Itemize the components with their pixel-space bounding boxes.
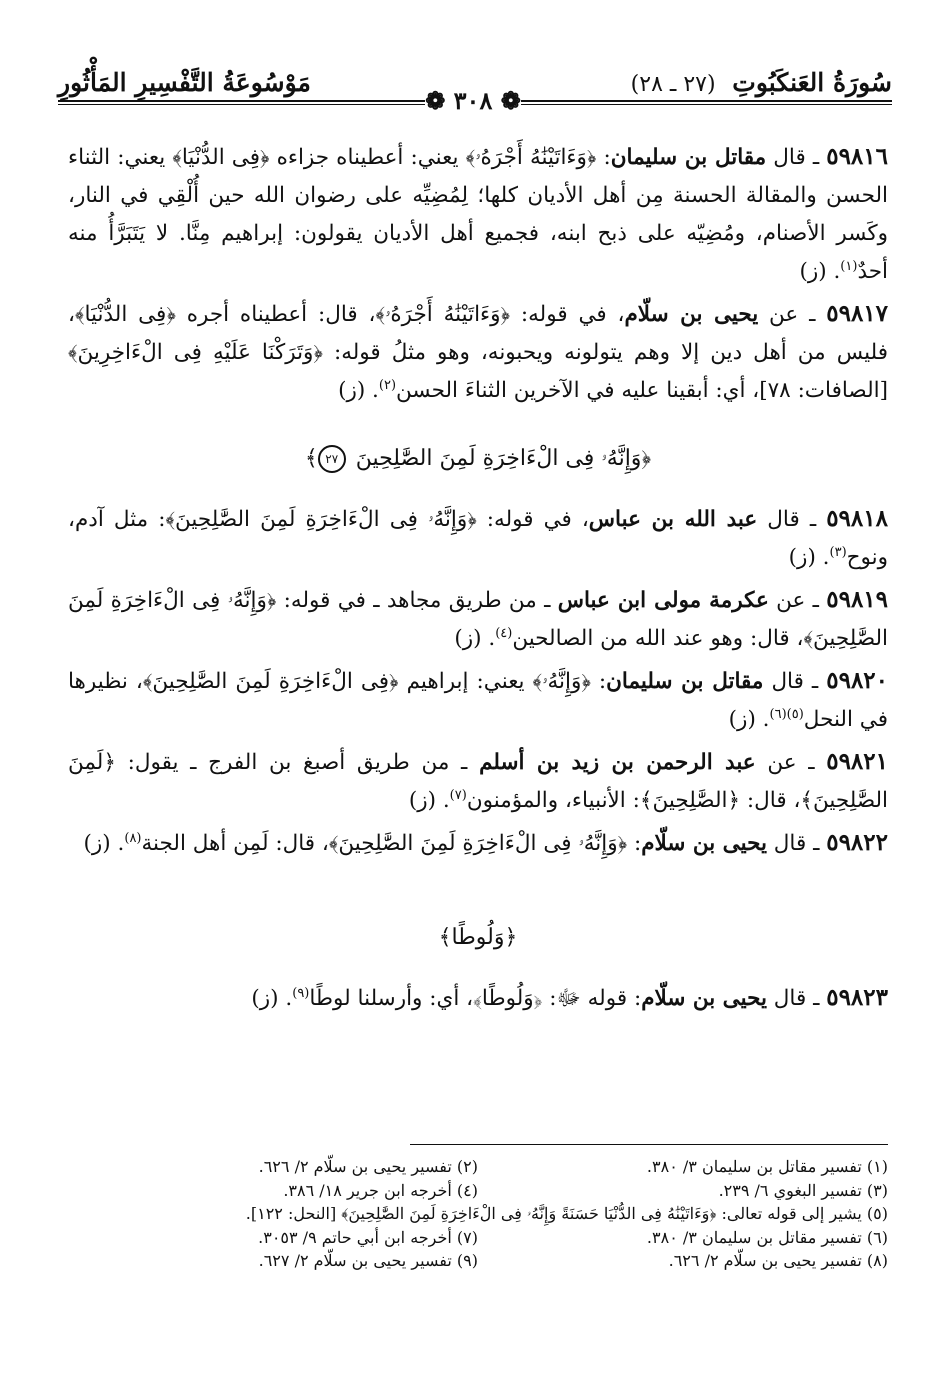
- entry-text: ـ من طريق مجاهد ـ في قوله: ﴿وَإِنَّهُۥ فِى الْءَاخِرَةِ لَمِنَ الصَّٰلِحِينَ﴾، قال: وهو عند الله من الصالحين: [68, 588, 888, 651]
- narrator-name: يحيى بن سلّام: [641, 831, 767, 856]
- entry-text: ، في قوله: ﴿وَءَاتَيْنَٰهُ أَجْرَهُۥ﴾، قال: أعطيناه أجره ﴿فِى الدُّنْيَا﴾، فليس من أهل دين إلا وهم يتولونه ويحبونه، وهو مثلُ قوله: ﴿وَتَرَكْنَا عَلَيْهِ فِى الْءَاخِرِينَ﴾ [الصافات: ٧٨]، أي: أبقينا عليه في الآخرين الثناءَ الحسن: [68, 302, 888, 403]
- entry-lead: ـ عن: [758, 302, 827, 327]
- footnote-ref: (٩): [292, 985, 310, 1001]
- entry: [68, 138, 888, 291]
- footnote: (٤) أخرجه ابن جرير ١٨/ ٣٨٦.: [283, 1180, 478, 1200]
- footnote-ref: (٥)(٦): [769, 706, 804, 722]
- ayah-heading: [68, 440, 888, 478]
- footnote: (٢) تفسير يحيى بن سلّام ٢/ ٦٢٦.: [258, 1157, 478, 1176]
- entry-tail: . (ز): [454, 626, 496, 651]
- entry-tail: . (ز): [788, 545, 830, 570]
- narrator-name: يحيى بن سلّام: [641, 986, 767, 1011]
- entry: [68, 295, 888, 410]
- entry-number: ٥٩٨٢٠: [826, 667, 889, 694]
- entry-tail: . (ز): [408, 788, 450, 813]
- page-number: [425, 86, 521, 116]
- entry: [68, 824, 888, 863]
- entry-number: ٥٩٨١٦: [826, 143, 888, 170]
- entry: [68, 979, 888, 1018]
- entry-number: ٥٩٨٢٣: [826, 984, 888, 1011]
- ayah-number-icon: ٢٧: [318, 445, 346, 473]
- footnote-ref: (٧): [449, 787, 467, 803]
- footnote: (١) تفسير مقاتل بن سليمان ٣/ ٣٨٠.: [646, 1157, 888, 1176]
- footnote-ref: (٣): [829, 544, 847, 560]
- entry-text: : ﴿وَإِنَّهُۥ﴾ يعني: إبراهيم ﴿فِى الْءَاخِرَةِ لَمِنَ الصَّٰلِحِينَ﴾، نظيرها في النحل: [68, 669, 888, 732]
- narrator-name: عكرمة مولى ابن عباس: [557, 588, 769, 613]
- ayah-range: (٢٧ ـ ٢٨): [630, 71, 716, 97]
- entry: [68, 743, 888, 820]
- section-heading: ﴿وَلُوطًا﴾: [438, 925, 518, 950]
- narrator-name: مقاتل بن سليمان: [606, 669, 764, 694]
- entry-lead: ـ قال: [766, 831, 827, 856]
- footnote: (٥) يشير إلى قوله تعالى: ﴿وَءَاتَيْنَٰهُ فِى الدُّنْيَا حَسَنَةً وَإِنَّهُۥ فِى الْءَاخِرَةِ لَمِنَ الصَّٰلِحِينَ﴾ [النحل: ١٢٢].: [245, 1204, 888, 1223]
- entry-number: ٥٩٨١٩: [826, 586, 889, 613]
- entry-number: ٥٩٨١٧: [826, 300, 889, 327]
- footnote: (٨) تفسير يحيى بن سلّام ٢/ ٦٢٦.: [668, 1251, 888, 1270]
- footnote-rule: [410, 1144, 888, 1145]
- footnote-ref: (٢): [378, 377, 397, 393]
- entry-lead: ـ عن: [755, 750, 827, 775]
- entry-tail: . (ز): [338, 378, 379, 403]
- entry-tail: . (ز): [83, 831, 125, 856]
- footnote: (٩) تفسير يحيى بن سلّام ٢/ ٦٢٧.: [258, 1251, 478, 1270]
- entry-number: ٥٩٨٢٢: [826, 829, 888, 856]
- entry-lead: ـ قال: [757, 507, 827, 532]
- entry-text: : قوله ﷻ: ﴿وَلُوطًا﴾، أي: وأرسلنا لوطًا: [309, 986, 642, 1011]
- footnote: (٧) أخرجه ابن أبي حاتم ٩/ ٣٠٥٣.: [258, 1227, 478, 1247]
- footnotes: [150, 1156, 888, 1273]
- narrator-name: عبد الرحمن بن زيد بن أسلم: [479, 750, 756, 775]
- entry-lead: ـ قال: [766, 145, 827, 170]
- footnote: (٣) تفسير البغوي ٦/ ٢٣٩.: [718, 1180, 888, 1200]
- entry-text: : ﴿وَءَاتَيْنَٰهُ أَجْرَهُۥ﴾ يعني: أعطيناه جزاءه ﴿فِى الدُّنْيَا﴾ يعني: الثناء الحسن والمقالة الحسنة مِن أهل الأديان كلها؛ لِمُضِيِّه على رضوان الله حين أُلْقِي في النار، وكَسر الأصنام، ومُضِيّه على ذبح ابنه، فجميع أهل الأديان يقولون: إبراهيم مِنَّا. لا يَتَبَرَّأُ منه أحدٌ: [68, 145, 888, 284]
- entry-number: ٥٩٨٢١: [826, 748, 888, 775]
- narrator-name: عبد الله بن عباس: [588, 507, 758, 532]
- entry-text: : ﴿وَإِنَّهُۥ فِى الْءَاخِرَةِ لَمِنَ الصَّٰلِحِينَ﴾، قال: لَمِن أهل الجنة: [141, 831, 642, 856]
- entry: [68, 662, 888, 739]
- entry-lead: ـ عن: [768, 588, 827, 613]
- entry-tail: . (ز): [728, 707, 770, 732]
- entry-tail: . (ز): [799, 259, 841, 284]
- narrator-name: مقاتل بن سليمان: [610, 145, 767, 170]
- surah-title: [631, 68, 892, 97]
- book-title: مَوْسُوعَةُ التَّفْسِيرِ المَأْثُورِ: [58, 67, 311, 97]
- entry-text: ـ من طريق أصبغ بن الفرج ـ يقول: ﴿لَمِنَ الصَّٰلِحِينَ﴾، قال: ﴿الصَّٰلِحِينَ﴾: الأنبياء، والمؤمنون: [68, 750, 888, 813]
- footnote-ref: (١): [840, 258, 858, 274]
- page-number-text: ٣٠٨: [453, 86, 493, 115]
- footnote-ref: (٨): [124, 830, 142, 846]
- narrator-name: يحيى بن سلّام: [624, 302, 759, 327]
- entry-lead: ـ قال: [763, 669, 827, 694]
- entry-text: ، في قوله: ﴿وَإِنَّهُۥ فِى الْءَاخِرَةِ لَمِنَ الصَّٰلِحِينَ﴾: مثل آدم، ونوح: [68, 507, 888, 570]
- ornament-icon: ❁: [500, 86, 521, 115]
- ayah-heading-close: ﴾: [304, 446, 318, 471]
- footnote-ref: (٤): [495, 625, 513, 641]
- ornament-icon: ❁: [425, 86, 446, 115]
- ayah-heading-text: ﴿وَإِنَّهُۥ فِى الْءَاخِرَةِ لَمِنَ الصَّٰلِحِينَ: [355, 446, 652, 471]
- footnote: (٦) تفسير مقاتل بن سليمان ٣/ ٣٨٠.: [646, 1227, 888, 1247]
- main-text: [68, 138, 888, 1022]
- entry-tail: . (ز): [251, 986, 293, 1011]
- entry-number: ٥٩٨١٨: [826, 505, 888, 532]
- entry-lead: ـ قال: [766, 986, 827, 1011]
- entry: [68, 581, 888, 658]
- surah-name: سُورَةُ العَنكَبُوتِ: [732, 67, 892, 97]
- entry: [68, 500, 888, 577]
